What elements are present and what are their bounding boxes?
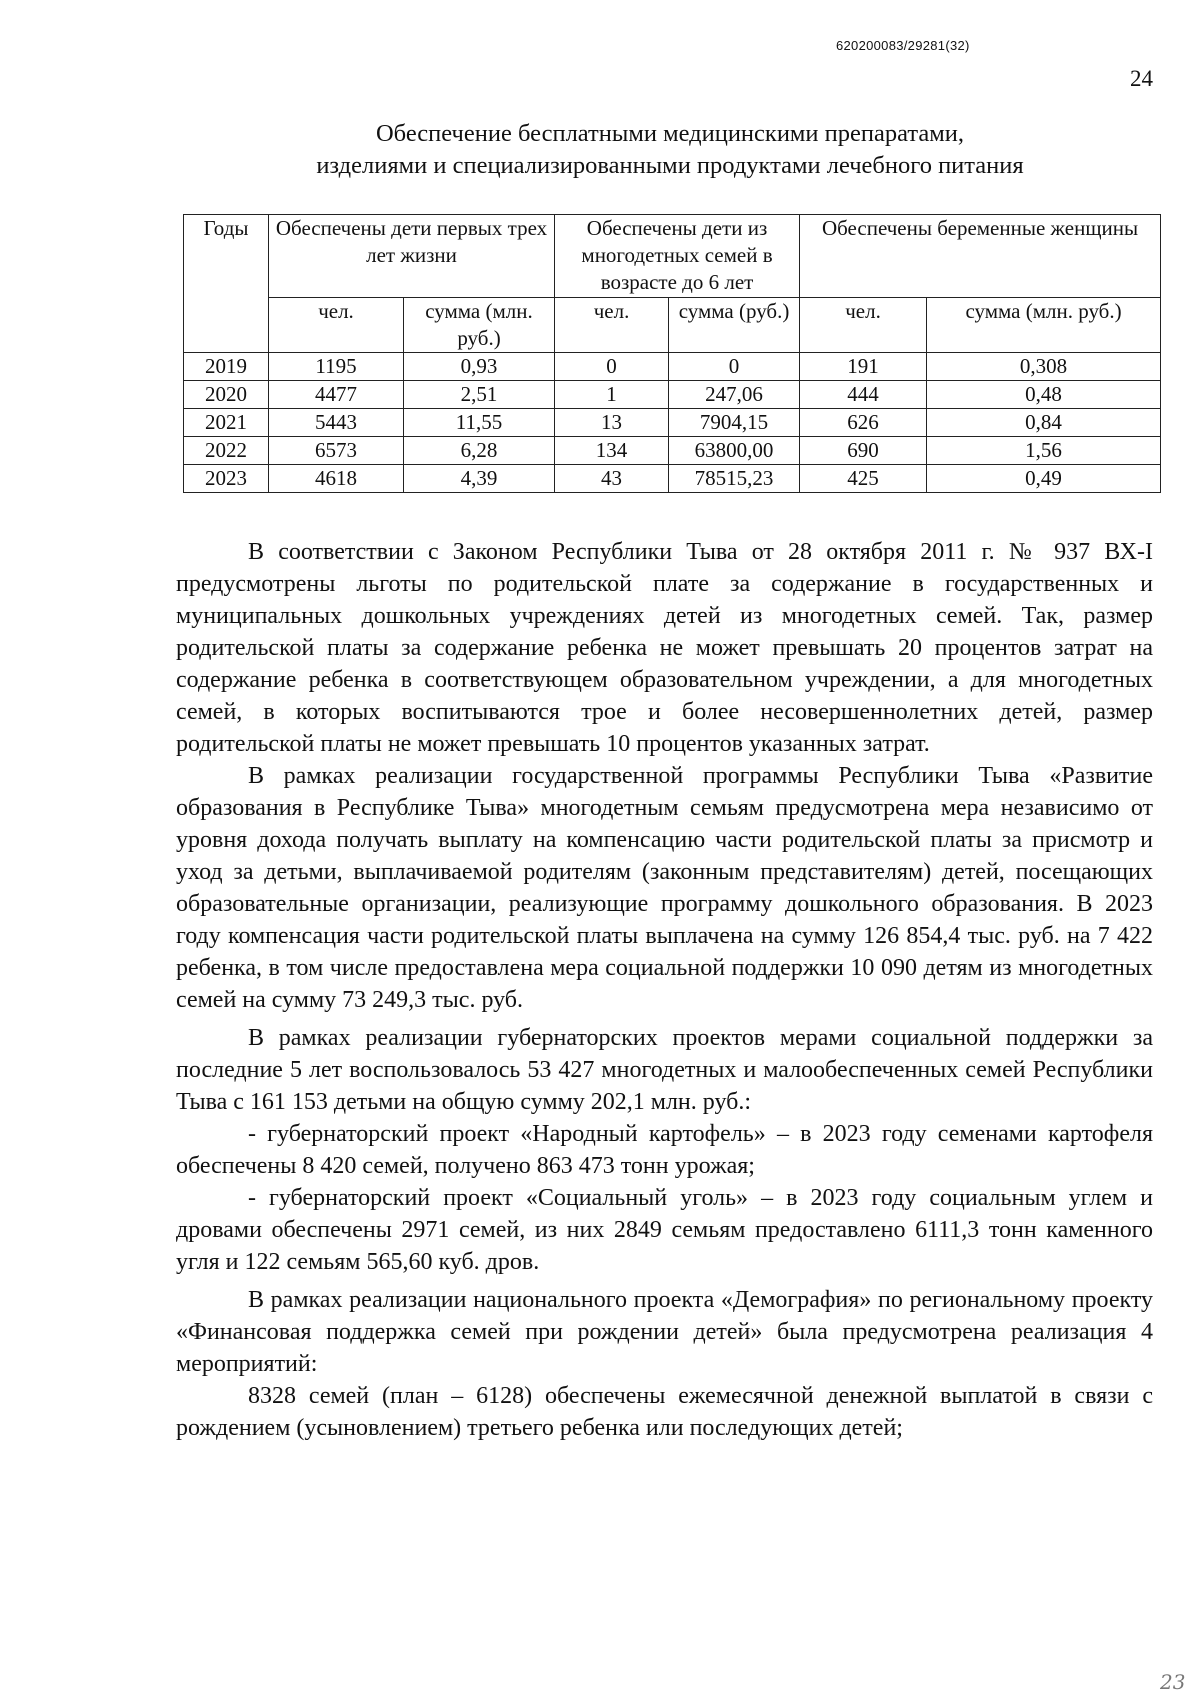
- document-id: 620200083/29281(32): [836, 38, 970, 53]
- cell-year: 2021: [184, 409, 269, 437]
- provision-table: [183, 214, 1161, 493]
- table-title: [160, 118, 1180, 182]
- table-cell: 4,39: [404, 465, 555, 493]
- header-group-pregnant: Обеспечены беременные женщины: [800, 215, 1161, 298]
- table-cell: 6,28: [404, 437, 555, 465]
- header-col-persons: чел.: [269, 298, 404, 353]
- table-cell: 0,93: [404, 353, 555, 381]
- header-col-sum: сумма (млн. руб.): [927, 298, 1161, 353]
- table-cell: 1,56: [927, 437, 1161, 465]
- table-title-line-1: Обеспечение бесплатными медицинскими препаратами,: [375, 120, 964, 147]
- table-cell: 0: [555, 353, 669, 381]
- body-text: [176, 536, 1153, 1444]
- cell-year: 2022: [184, 437, 269, 465]
- table-cell: 0,49: [927, 465, 1161, 493]
- table-row: [184, 381, 1161, 409]
- paragraph: В рамках реализации национального проекта «Демография» по региональному проекту «Финансовая поддержка семей при рождении детей» была предусмотрена реализация 4 мероприятий:: [176, 1287, 1153, 1377]
- table-row: [184, 409, 1161, 437]
- table-cell: 191: [800, 353, 927, 381]
- table-cell: 1195: [269, 353, 404, 381]
- table-cell: 0,48: [927, 381, 1161, 409]
- table-cell: 2,51: [404, 381, 555, 409]
- table-header-row-groups: [184, 215, 1161, 298]
- corner-handwritten-mark: 23: [1160, 1670, 1186, 1694]
- table-cell: 690: [800, 437, 927, 465]
- table-cell: 78515,23: [669, 465, 800, 493]
- header-col-persons: чел.: [555, 298, 669, 353]
- header-col-sum: сумма (руб.): [669, 298, 800, 353]
- table-row: [184, 437, 1161, 465]
- table-title-line-2: изделиями и специализированными продуктами лечебного питания: [316, 152, 1024, 179]
- table-cell: 4618: [269, 465, 404, 493]
- table-cell: 425: [800, 465, 927, 493]
- table-cell: 0,308: [927, 353, 1161, 381]
- table-body: [184, 353, 1161, 493]
- table-cell: 43: [555, 465, 669, 493]
- header-col-persons: чел.: [800, 298, 927, 353]
- cell-year: 2023: [184, 465, 269, 493]
- table-cell: 7904,15: [669, 409, 800, 437]
- table-row: [184, 465, 1161, 493]
- table-cell: 1: [555, 381, 669, 409]
- table-cell: 5443: [269, 409, 404, 437]
- header-years: Годы: [184, 215, 269, 353]
- list-item: - губернаторский проект «Социальный уголь» – в 2023 году социальным углем и дровами обеспечены 2971 семей, из них 2849 семьям предоставлено 6111,3 тонн каменного угля и 122 семьям 565,60 куб. дров.: [176, 1185, 1153, 1275]
- table-cell: 0,84: [927, 409, 1161, 437]
- table-header-row-columns: [184, 298, 1161, 353]
- paragraph: 8328 семей (план – 6128) обеспечены ежемесячной денежной выплатой в связи с рождением (усыновлением) третьего ребенка или последующих детей;: [176, 1383, 1153, 1441]
- table-cell: 11,55: [404, 409, 555, 437]
- table-cell: 63800,00: [669, 437, 800, 465]
- table-cell: 626: [800, 409, 927, 437]
- cell-year: 2020: [184, 381, 269, 409]
- paragraph: В рамках реализации губернаторских проектов мерами социальной поддержки за последние 5 лет воспользовалось 53 427 многодетных и малообеспеченных семей Республики Тыва с 161 153 детьми на общую сумму 202,1 млн. руб.:: [176, 1025, 1153, 1115]
- table-cell: 4477: [269, 381, 404, 409]
- paragraph: В соответствии с Законом Республики Тыва от 28 октября 2011 г. № 937 ВХ-I предусмотрены льготы по родительской плате за содержание в государственных и муниципальных дошкольных учреждениях детей из многодетных семей. Так, размер родительской платы за содержание ребенка не может превышать 20 процентов затрат на содержание ребенка в соответствующем образовательном учреждении, а для многодетных семей, в которых воспитываются трое и более несовершеннолетних детей, размер родительской платы не может превышать 10 процентов указанных затрат.: [176, 539, 1153, 757]
- list-item: - губернаторский проект «Народный картофель» – в 2023 году семенами картофеля обеспечены 8 420 семей, получено 863 473 тонн урожая;: [176, 1121, 1153, 1179]
- table-cell: 0: [669, 353, 800, 381]
- page-number: 24: [1130, 66, 1153, 91]
- header-group-infants: Обеспечены дети первых трех лет жизни: [269, 215, 555, 298]
- table-cell: 134: [555, 437, 669, 465]
- paragraph: В рамках реализации государственной программы Республики Тыва «Развитие образования в Республике Тыва» многодетным семьям предусмотрена мера независимо от уровня дохода получать выплату на компенсацию части родительской платы за присмотр и уход за детьми, выплачиваемой родителям (законным представителям) детей, посещающих образовательные организации, реализующие программу дошкольного образования. В 2023 году компенсация части родительской платы выплачена на сумму 126 854,4 тыс. руб. на 7 422 ребенка, в том числе предоставлена мера социальной поддержки 10 090 детям из многодетных семей на сумму 73 249,3 тыс. руб.: [176, 763, 1153, 1013]
- header-group-large-families: Обеспечены дети из многодетных семей в возрасте до 6 лет: [555, 215, 800, 298]
- cell-year: 2019: [184, 353, 269, 381]
- table-cell: 444: [800, 381, 927, 409]
- table-cell: 247,06: [669, 381, 800, 409]
- table-cell: 6573: [269, 437, 404, 465]
- table-row: [184, 353, 1161, 381]
- table-cell: 13: [555, 409, 669, 437]
- header-col-sum: сумма (млн. руб.): [404, 298, 555, 353]
